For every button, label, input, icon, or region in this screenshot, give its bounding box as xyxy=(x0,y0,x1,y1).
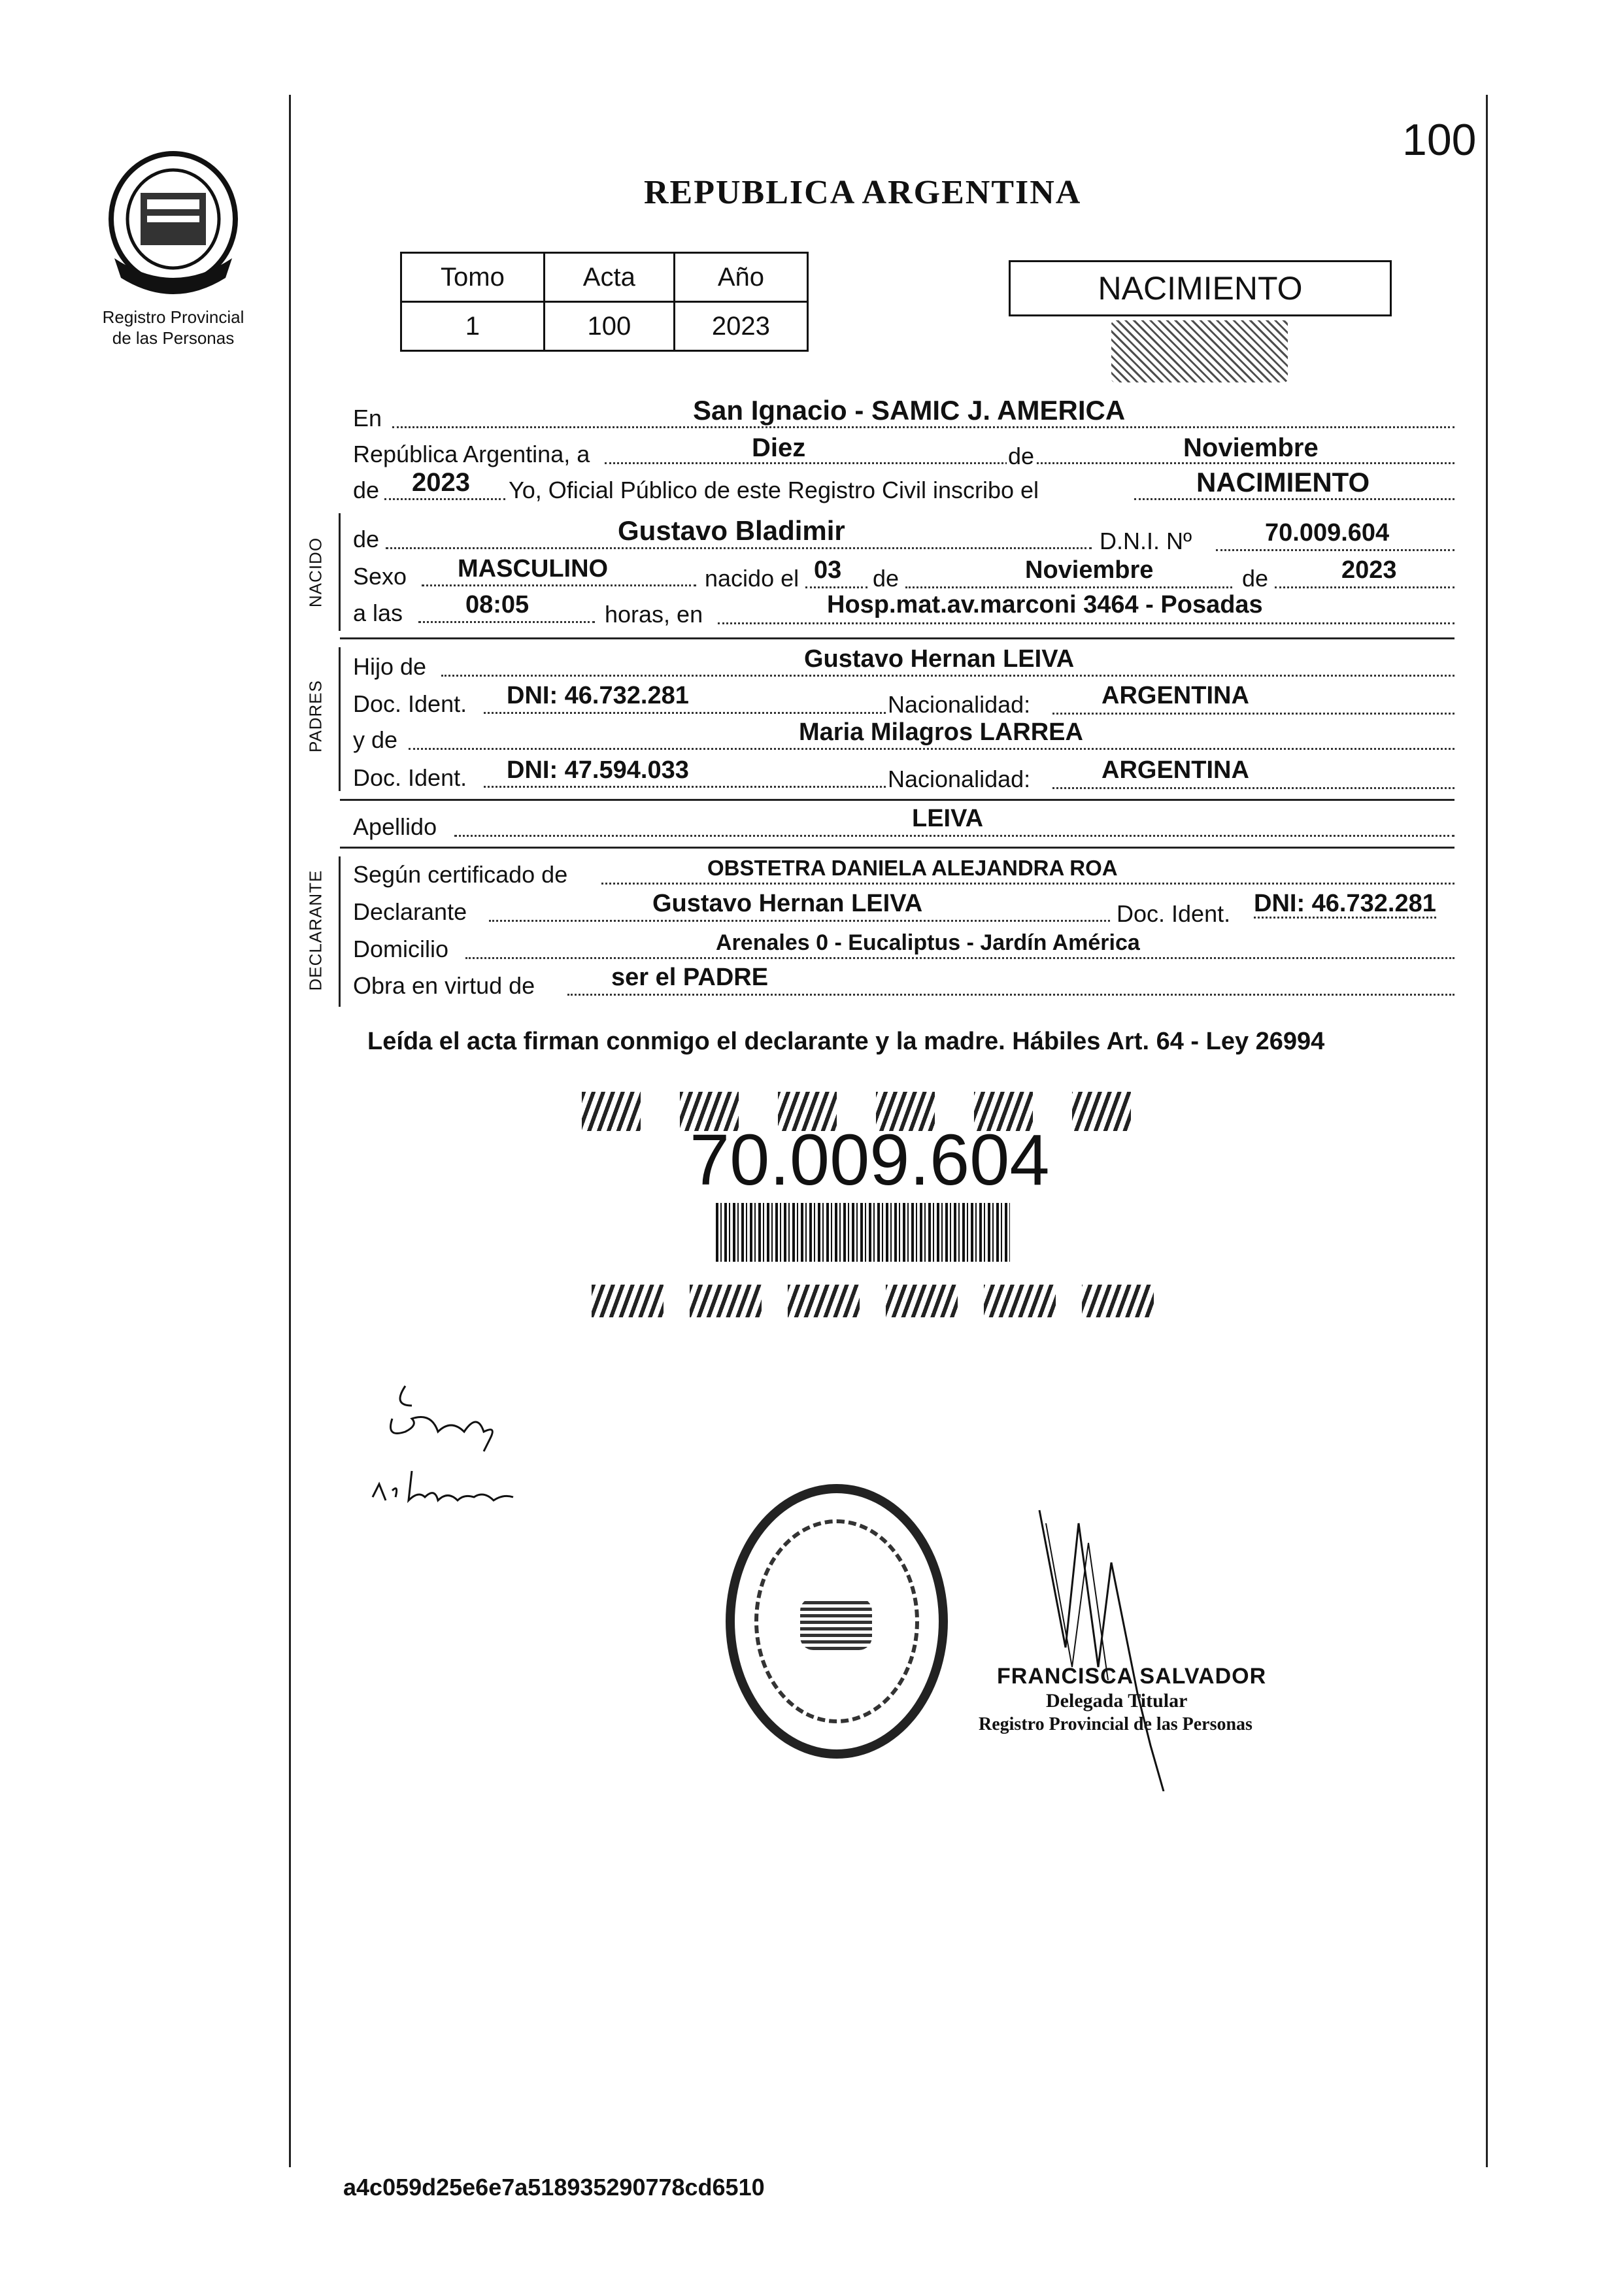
acta-header: Acta xyxy=(544,253,674,302)
cert-value: OBSTETRA DANIELA ALEJANDRA ROA xyxy=(707,856,1118,880)
obra-value: ser el PADRE xyxy=(611,964,769,991)
nacido-de-label: de xyxy=(353,526,380,552)
oficial-label: Yo, Oficial Público de este Registro Civil inscribo el xyxy=(509,477,1039,503)
hora-dots xyxy=(418,621,595,623)
padre-doc: DNI: 46.732.281 xyxy=(507,682,689,709)
madre-doc-label: Doc. Ident. xyxy=(353,764,467,791)
apellido-value: LEIVA xyxy=(912,805,984,832)
padres-bracket xyxy=(339,647,341,791)
barcode xyxy=(716,1203,1010,1262)
apellido-label: Apellido xyxy=(353,813,437,840)
y-de-label: y de xyxy=(353,726,398,753)
nacido-anio-dots xyxy=(1275,586,1454,588)
document-hash: a4c059d25e6e7a518935290778cd6510 xyxy=(343,2174,765,2201)
lugar-dots xyxy=(718,622,1454,624)
anio-dots xyxy=(384,498,505,500)
nacido-el-label: nacido el xyxy=(705,565,799,592)
page-number: 100 xyxy=(1402,115,1477,165)
province-logo xyxy=(101,147,245,297)
domicilio-value: Arenales 0 - Eucaliptus - Jardín América xyxy=(716,930,1140,955)
stamp-pattern-bottom xyxy=(592,1285,1173,1317)
declarante-bracket xyxy=(339,856,341,1007)
nacido-divider xyxy=(340,637,1454,639)
nacido-sexo: MASCULINO xyxy=(458,555,609,582)
padre-nac-label: Nacionalidad: xyxy=(888,691,1031,718)
tipo-dots xyxy=(1134,498,1454,500)
record-type: NACIMIENTO xyxy=(1098,270,1303,307)
republica-label: República Argentina, a xyxy=(353,441,590,467)
padres-section-label: PADRES xyxy=(305,680,326,752)
obra-dots xyxy=(567,994,1454,996)
tipo-value: NACIMIENTO xyxy=(1196,467,1370,498)
madre-nombre: Maria Milagros LARREA xyxy=(799,718,1083,746)
en-value: San Ignacio - SAMIC J. AMERICA xyxy=(693,395,1126,426)
declarante-label: Declarante xyxy=(353,898,467,925)
declarante-doc: DNI: 46.732.281 xyxy=(1254,890,1436,917)
nacido-de-label-2: de xyxy=(873,565,899,592)
nacido-section-label: NACIDO xyxy=(305,537,326,608)
mes-value: Noviembre xyxy=(1183,433,1319,462)
official-org: Registro Provincial de las Personas xyxy=(979,1714,1253,1734)
logo-caption-2: de las Personas xyxy=(112,328,235,348)
sexo-dots xyxy=(422,584,696,586)
nacido-bracket xyxy=(339,513,341,631)
madre-nacionalidad: ARGENTINA xyxy=(1101,756,1249,784)
domicilio-dots xyxy=(465,957,1454,959)
nacido-nombre: Gustavo Bladimir xyxy=(618,515,845,546)
hijo-de-label: Hijo de xyxy=(353,653,427,680)
nacido-mes-dots xyxy=(905,586,1232,588)
stamp-number: 70.009.604 xyxy=(690,1120,1050,1200)
nacido-dni: 70.009.604 xyxy=(1265,519,1390,547)
province-seal-icon xyxy=(101,147,245,297)
padres-divider xyxy=(340,799,1454,801)
tomo-value: 1 xyxy=(401,302,545,351)
nacido-dia-dots xyxy=(805,586,867,588)
dia-value: Diez xyxy=(752,433,806,462)
sexo-label: Sexo xyxy=(353,563,407,590)
anio-header: Año xyxy=(674,253,807,302)
declarante-dots xyxy=(489,920,1110,922)
handwritten-signature-left xyxy=(366,1379,582,1543)
register-table xyxy=(400,252,809,352)
nacido-lugar: Hosp.mat.av.marconi 3464 - Posadas xyxy=(827,591,1263,618)
cert-dots xyxy=(601,883,1454,885)
official-seal xyxy=(726,1484,948,1759)
right-margin-line xyxy=(1486,95,1488,2167)
declarante-section-label: DECLARANTE xyxy=(305,869,326,991)
security-pattern xyxy=(1111,320,1288,382)
horas-en-label: horas, en xyxy=(605,601,703,628)
record-type-box xyxy=(1009,260,1392,316)
nacido-hora: 08:05 xyxy=(465,591,530,618)
dni-label: D.N.I. Nº xyxy=(1100,528,1192,554)
padre-nombre: Gustavo Hernan LEIVA xyxy=(804,645,1075,673)
apellido-divider xyxy=(340,847,1454,849)
nacido-de-label-3: de xyxy=(1242,565,1269,592)
padre-doc-label: Doc. Ident. xyxy=(353,690,467,717)
declarante-doc-label: Doc. Ident. xyxy=(1117,900,1231,927)
a-las-label: a las xyxy=(353,599,403,626)
madre-nac-label: Nacionalidad: xyxy=(888,766,1031,792)
official-role: Delegada Titular xyxy=(1046,1690,1188,1712)
madre-doc: DNI: 47.594.033 xyxy=(507,756,689,784)
nacido-dia: 03 xyxy=(814,556,842,584)
apellido-dots xyxy=(454,835,1454,837)
en-dots xyxy=(392,426,1454,428)
country-title: REPUBLICA ARGENTINA xyxy=(644,174,1082,211)
official-signature xyxy=(1026,1497,1222,1791)
nacido-anio: 2023 xyxy=(1341,556,1397,584)
official-name: FRANCISCA SALVADOR xyxy=(997,1664,1267,1689)
madre-dots xyxy=(409,748,1454,750)
acta-value: 100 xyxy=(544,302,674,351)
nacido-mes: Noviembre xyxy=(1025,556,1154,584)
tomo-header: Tomo xyxy=(401,253,545,302)
nombre-dots xyxy=(386,547,1092,549)
madre-nac-dots xyxy=(1052,787,1454,789)
madre-doc-dots xyxy=(484,786,886,788)
obra-label: Obra en virtud de xyxy=(353,972,535,999)
dni-dots xyxy=(1216,549,1454,551)
padre-doc-dots xyxy=(484,712,886,714)
left-margin-line xyxy=(289,95,291,2167)
padre-nacionalidad: ARGENTINA xyxy=(1101,682,1249,709)
domicilio-label: Domicilio xyxy=(353,936,449,962)
padre-nac-dots xyxy=(1052,713,1454,715)
de2-label: de xyxy=(353,477,380,503)
anio-value: 2023 xyxy=(412,468,470,497)
en-label: En xyxy=(353,405,382,431)
seal-emblem-icon xyxy=(800,1598,872,1650)
anio-value: 2023 xyxy=(674,302,807,351)
de-label: de xyxy=(1008,443,1035,469)
padre-dots xyxy=(441,675,1454,677)
cert-label: Según certificado de xyxy=(353,861,568,888)
closing-text: Leída el acta firman conmigo el declarante y la madre. Hábiles Art. 64 - Ley 26994 xyxy=(367,1028,1325,1055)
logo-caption-1: Registro Provincial xyxy=(102,307,244,327)
declarante-nombre: Gustavo Hernan LEIVA xyxy=(652,890,923,917)
